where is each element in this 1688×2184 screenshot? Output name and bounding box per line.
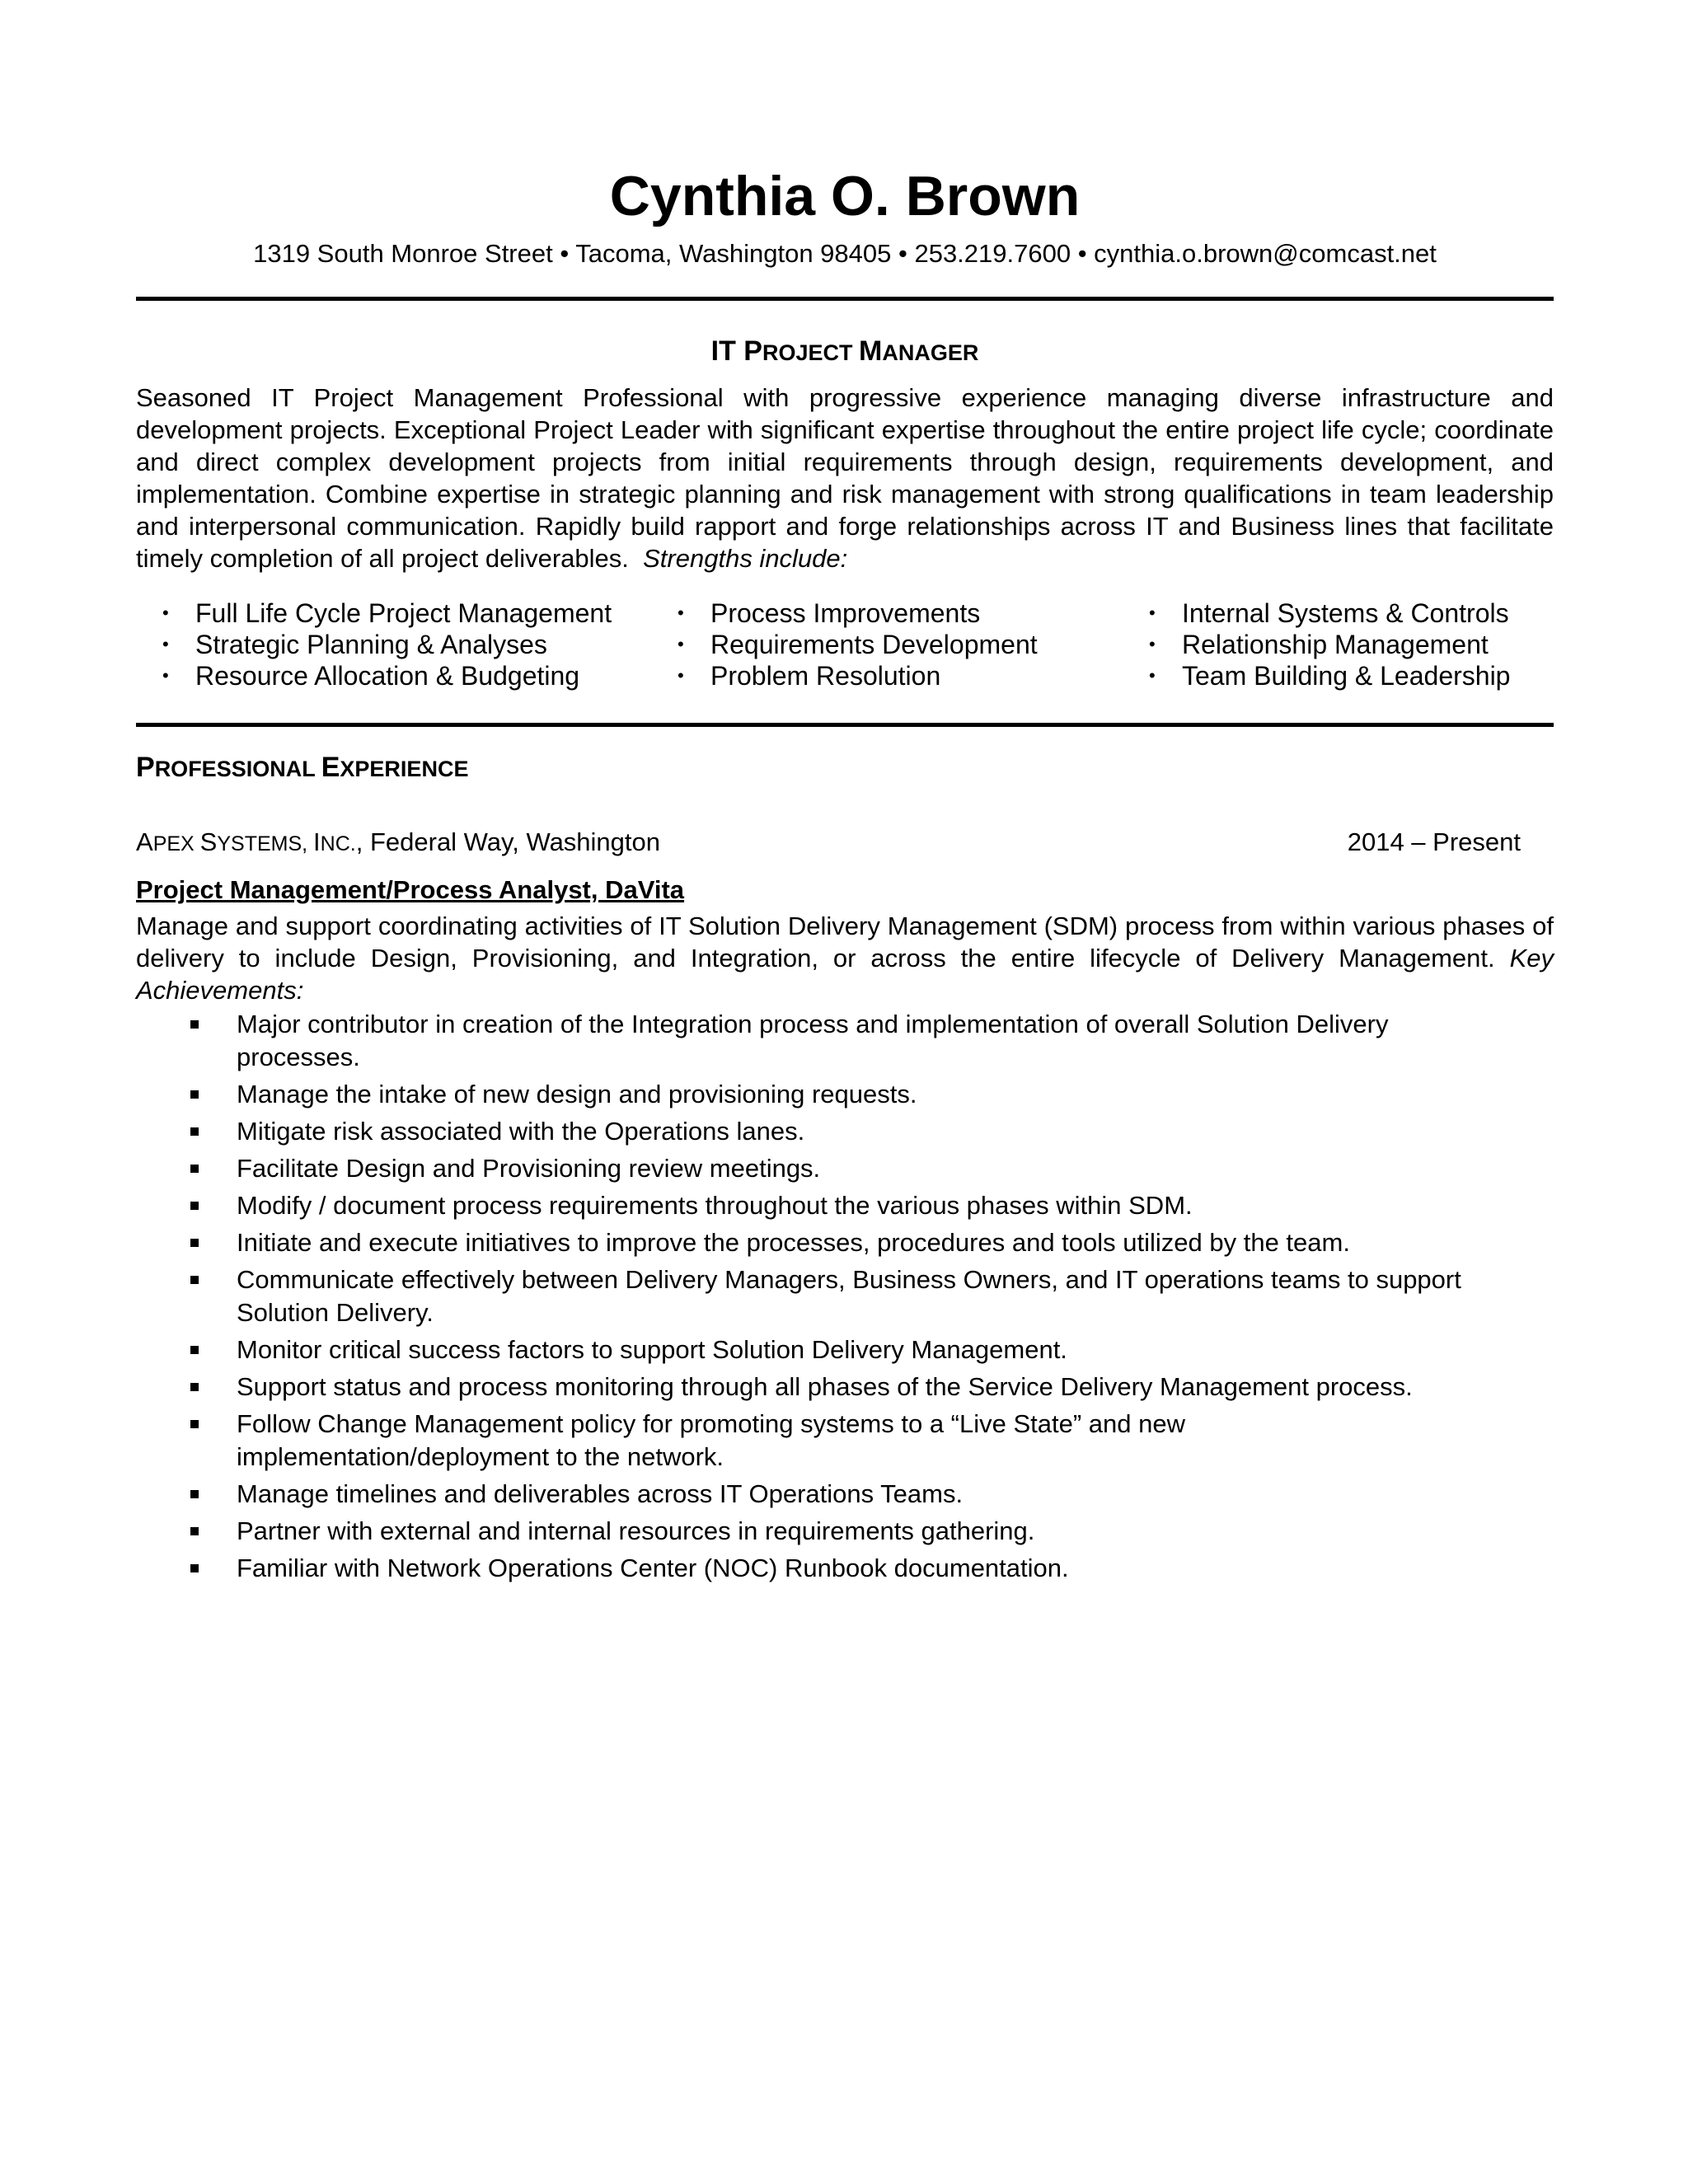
resume-page [136, 165, 1554, 1589]
achievement-item: Familiar with Network Operations Center (NOC) Runbook documentation. [136, 1552, 1554, 1585]
summary-paragraph [136, 382, 1554, 574]
company-initial-a: A [136, 827, 153, 856]
strengths-label: Strengths include: [643, 544, 848, 573]
job-description-text: Manage and support coordinating activities of IT Solution Delivery Management (SDM) process from within various phases of delivery to include Design, Provisioning, and Integration, or across the entire lifecycle of Delivery Management. [136, 912, 1554, 972]
company-rest-c: NC. [320, 832, 356, 855]
strength-item: • Requirements Development [651, 629, 1123, 660]
strength-item: • Resource Allocation & Budgeting [136, 660, 651, 691]
headline-initial-2: M [859, 335, 883, 367]
strength-item: • Full Life Cycle Project Management [136, 598, 651, 629]
headline-prefix: IT [710, 335, 744, 367]
header-divider [136, 297, 1554, 301]
job-title: Project Management/Process Analyst, DaVita [136, 875, 685, 904]
strengths-grid [136, 598, 1554, 691]
summary-text: Seasoned IT Project Management Professional with progressive experience managing diverse infrastructure and development projects. Exceptional Project Leader with significant expertise throughout the entire project life cycle; coordinate and direct complex development projects from initial requirements through design, requirements development, and implementation. Combine expertise in strategic planning and risk management with strong qualifications in team leadership and interpersonal communication. Rapidly build rapport and forge relationships across IT and Business lines that facilitate timely completion of all project deliverables. [136, 383, 1554, 573]
company-rest-b: YSTEMS, [217, 832, 314, 855]
achievement-item: Follow Change Management policy for promoting systems to a “Live State” and new implementation/deployment to the network. [136, 1408, 1554, 1474]
achievement-item: Support status and process monitoring through all phases of the Service Delivery Management process. [136, 1371, 1554, 1404]
strength-item: • Relationship Management [1123, 629, 1554, 660]
strengths-column-3 [1123, 598, 1554, 691]
achievement-item: Manage the intake of new design and provisioning requests. [136, 1078, 1554, 1111]
section-divider [136, 723, 1554, 727]
achievements-label: Key Achievements: [136, 944, 1554, 1005]
experience-title-initial-1: P [136, 752, 155, 783]
achievement-item: Partner with external and internal resources in requirements gathering. [136, 1515, 1554, 1548]
experience-title-rest-1: ROFESSIONAL [154, 757, 321, 781]
job-location: , Federal Way, Washington [355, 827, 661, 856]
experience-title-initial-2: E [321, 752, 340, 783]
company-rest-a: PEX [152, 832, 200, 855]
candidate-name: Cynthia O. Brown [609, 165, 1081, 227]
strengths-column-2 [651, 598, 1123, 691]
job-dates: 2014 – Present [1347, 827, 1521, 856]
strength-item: • Problem Resolution [651, 660, 1123, 691]
job-description [136, 910, 1554, 1006]
headline-initial-1: P [743, 335, 762, 367]
company-initial-c: I [313, 827, 321, 856]
company-initial-b: S [199, 827, 218, 856]
achievement-item: Communicate effectively between Delivery Managers, Business Owners, and IT operations teams to support Solution Delivery. [136, 1263, 1554, 1329]
achievement-item: Monitor critical success factors to support Solution Delivery Management. [136, 1333, 1554, 1366]
achievement-item: Modify / document process requirements throughout the various phases within SDM. [136, 1189, 1554, 1222]
job-header [136, 826, 1554, 860]
strength-item: • Internal Systems & Controls [1123, 598, 1554, 629]
experience-title-rest-2: XPERIENCE [340, 757, 469, 781]
headline-rest-1: ROJECT [762, 340, 860, 365]
headline-title [136, 334, 1554, 370]
contact-line: 1319 South Monroe Street • Tacoma, Washington 98405 • 253.219.7600 • cynthia.o.brown@comcast.net [253, 239, 1437, 268]
achievement-item: Manage timelines and deliverables across IT Operations Teams. [136, 1478, 1554, 1511]
strength-item: • Process Improvements [651, 598, 1123, 629]
company-location [136, 826, 660, 860]
headline-rest-2: ANAGER [882, 340, 979, 365]
strength-item: • Team Building & Leadership [1123, 660, 1554, 691]
experience-section-title [136, 750, 1554, 786]
achievement-item: Major contributor in creation of the Integration process and implementation of overall Solution Delivery processes. [136, 1008, 1554, 1074]
achievements-list [136, 1008, 1554, 1585]
achievement-item: Initiate and execute initiatives to improve the processes, procedures and tools utilized by the team. [136, 1226, 1554, 1259]
achievement-item: Mitigate risk associated with the Operations lanes. [136, 1115, 1554, 1148]
achievement-item: Facilitate Design and Provisioning review meetings. [136, 1152, 1554, 1185]
strengths-column-1 [136, 598, 651, 691]
strength-item: • Strategic Planning & Analyses [136, 629, 651, 660]
